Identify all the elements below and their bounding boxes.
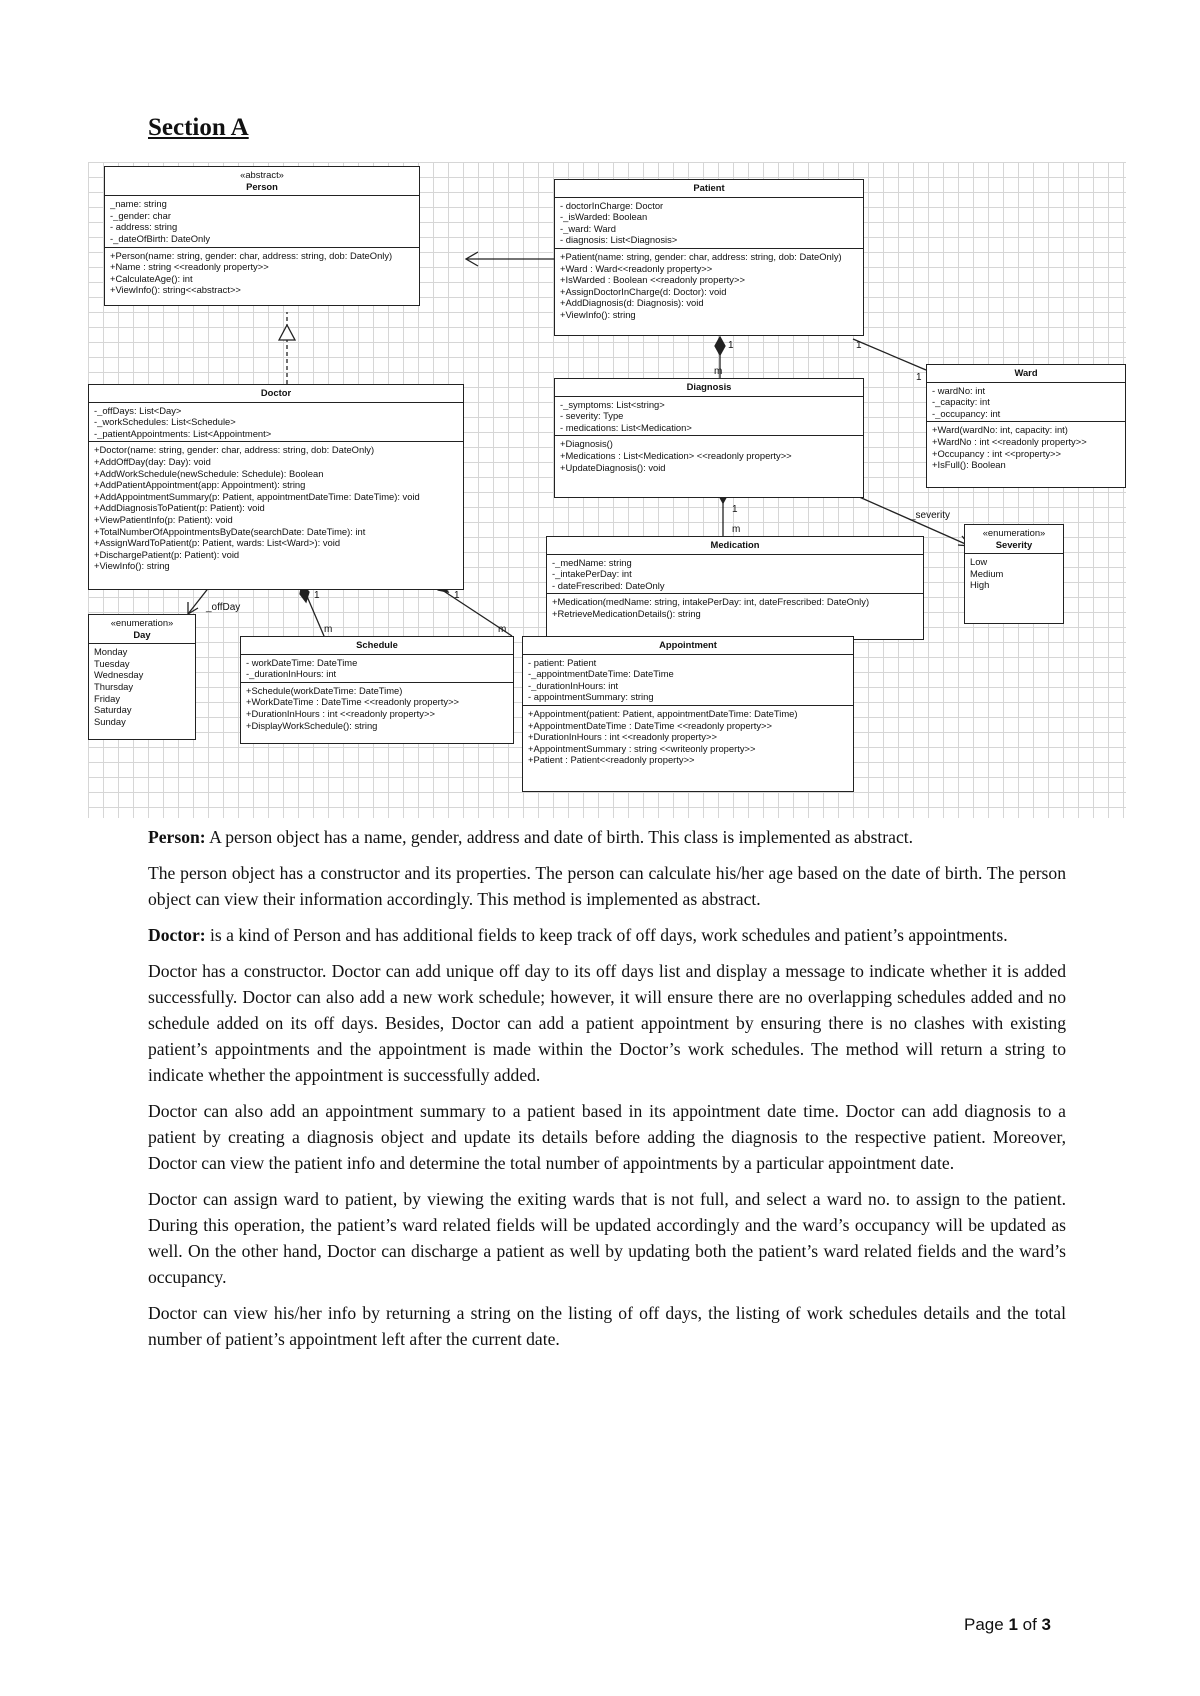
day-value: Tuesday (94, 657, 130, 669)
doctor-method: +DischargePatient(p: Patient): void (94, 548, 240, 560)
person-attributes (105, 196, 419, 247)
day-value: Thursday (94, 680, 134, 692)
doctor-method: +AddPatientAppointment(app: Appointment): string (94, 479, 306, 491)
severity-value: Medium (970, 567, 1004, 579)
person-method: +Person(name: string, gender: char, address: string, dob: DateOnly) (110, 249, 393, 261)
label-ward-patient-1: 1 (916, 372, 922, 383)
schedule-attribute: - workDateTime: DateTime (246, 656, 358, 668)
day-value: Saturday (94, 704, 132, 716)
doctor-method: +AddAppointmentSummary(p: Patient, appointmentDateTime: DateTime): void (94, 490, 420, 502)
diagnosis-method: +UpdateDiagnosis(): void (560, 461, 666, 473)
patient-class-name: Patient (693, 182, 725, 193)
doctor-attribute: -_patientAppointments: List<Appointment> (94, 427, 272, 439)
appointment-class-name: Appointment (659, 639, 717, 650)
paragraph-doctor-viewinfo: Doctor can view his/her info by returning a string on the listing of off days, the listing of work schedules details and the total number of patient’s appointment left after the current date. (148, 1303, 1066, 1349)
schedule-method: +WorkDateTime : DateTime <<readonly property>> (246, 696, 460, 708)
schedule-method: +Schedule(workDateTime: DateTime) (246, 684, 403, 696)
schedule-methods (241, 683, 513, 733)
appointment-method: +DurationInHours : int <<readonly property>> (528, 731, 717, 743)
diagnosis-method: +Diagnosis() (560, 438, 613, 450)
patient-attributes (555, 198, 863, 249)
medication-methods (547, 594, 923, 621)
appointment-attribute: - appointmentSummary: string (528, 691, 654, 703)
day-value: Wednesday (94, 669, 144, 681)
patient-attribute: - doctorInCharge: Doctor (560, 199, 664, 211)
paragraph-doctor-constructor: Doctor has a constructor. Doctor can add unique off day to its off days list and display a message to indicate whether it is added successfully. Doctor can also add a new work schedule; however, it will ensure there are no overlapping schedules added and no schedule added on its off days. Besides, Doctor can add a patient appointment by ensuring there is no clashes with existing patient’s appointments and the appointment is made within the Doctor’s work schedules. The method will return a string to indicate whether the appointment is successfully added. (148, 961, 1066, 1085)
appointment-attribute: - patient: Patient (528, 656, 597, 668)
patient-methods (555, 249, 863, 323)
diagnosis-methods (555, 436, 863, 475)
appointment-methods (523, 706, 853, 768)
patient-diagnosis-diamond (715, 337, 725, 355)
class-appointment (522, 636, 854, 792)
patient-method: +AssignDoctorInCharge(d: Doctor): void (560, 285, 727, 297)
appointment-method: +AppointmentSummary : string <<writeonly property>> (528, 742, 756, 754)
diagnosis-attributes (555, 397, 863, 437)
person-attribute: _name: string (110, 198, 167, 210)
doctor-method: +AddDiagnosisToPatient(p: Patient): void (94, 502, 265, 514)
label-diagnosis-medication-m: m (732, 524, 741, 535)
ward-method: +Occupancy : int <<property>> (932, 447, 1061, 459)
person-method: +CalculateAge(): int (110, 272, 193, 284)
ward-class-name: Ward (1014, 367, 1038, 378)
class-ward (926, 364, 1126, 488)
ward-attribute: -_capacity: int (932, 396, 990, 408)
doctor-method: +TotalNumberOfAppointmentsByDate(searchDate: DateTime): int (94, 525, 366, 537)
ward-attribute: - wardNo: int (932, 384, 986, 396)
ward-method: +IsFull(): Boolean (932, 459, 1006, 471)
schedule-attributes (241, 655, 513, 683)
diagnosis-class-name: Diagnosis (686, 381, 732, 392)
severity-values (965, 554, 1063, 593)
doctor-method: +AddWorkSchedule(newSchedule: Schedule): Boolean (94, 467, 324, 479)
section-title: Section A (148, 114, 249, 141)
patient-attribute: -_isWarded: Boolean (560, 211, 648, 223)
term-doctor: Doctor: (148, 925, 206, 945)
doctor-attribute: -_workSchedules: List<Schedule> (94, 416, 236, 428)
ward-attribute: -_occupancy: int (932, 407, 1001, 419)
uml-class-diagram (88, 162, 1126, 818)
label-diagnosis-medication-1: 1 (732, 504, 738, 515)
patient-ward-link (853, 339, 926, 370)
appointment-attributes (523, 655, 853, 706)
schedule-method: +DisplayWorkSchedule(): string (246, 719, 378, 731)
schedule-class-name: Schedule (356, 639, 398, 650)
severity-stereotype: «enumeration» (982, 527, 1046, 538)
severity-value: Low (970, 556, 988, 568)
day-value: Friday (94, 692, 121, 704)
ward-methods (927, 422, 1125, 472)
patient-method: +AddDiagnosis(d: Diagnosis): void (560, 297, 704, 309)
appointment-method: +Patient : Patient<<readonly property>> (528, 754, 695, 766)
appointment-attribute: -_appointmentDateTime: DateTime (528, 668, 674, 680)
paragraph-doctor-wards: Doctor can assign ward to patient, by viewing the exiting wards that is not full, and select a ward no. to assign to the patient. During this operation, the patient’s ward related fields will be updated accordingly and the ward’s occupancy will be updated as well. On the other hand, Doctor can discharge a patient as well by updating both the patient’s ward related fields and the ward’s occupancy. (148, 1189, 1066, 1287)
severity-value: High (970, 579, 990, 591)
enum-day (88, 614, 196, 740)
appointment-method: +AppointmentDateTime : DateTime <<readonly property>> (528, 719, 772, 731)
doctor-person-triangle (279, 325, 295, 340)
term-person: Person: (148, 827, 206, 847)
label-patient-diagnosis-m: m (714, 366, 723, 377)
doctor-method: +AddOffDay(day: Day): void (94, 455, 211, 467)
person-stereotype: «abstract» (240, 169, 284, 180)
medication-method: +RetrieveMedicationDetails(): string (552, 607, 701, 619)
patient-method: +ViewInfo(): string (560, 308, 636, 320)
label-patient-diagnosis-1: 1 (728, 340, 734, 351)
paragraph-doctor-appointments: Doctor can also add an appointment summary to a patient based in its appointment date time. Doctor can add diagnosis to a patient by creating a diagnosis object and update its details before adding the diagnosis to the respective patient. Moreover, Doctor can view the patient info and determine the total number of appointments by a particular appointment date. (148, 1101, 1066, 1173)
class-person (104, 166, 420, 306)
schedule-attribute: -_durationInHours: int (246, 668, 337, 680)
label-doctor-schedule-m: m (324, 624, 333, 635)
medication-attribute: -_medName: string (552, 556, 632, 568)
doctor-methods (89, 442, 463, 574)
label-doctor-appointment-1: 1 (454, 590, 460, 601)
person-attribute: -_gender: char (110, 209, 171, 221)
class-patient (554, 179, 864, 336)
doctor-method: +ViewInfo(): string (94, 560, 170, 572)
doctor-attributes (89, 403, 463, 443)
label-doctor-appointment-m: m (498, 624, 507, 635)
person-method: +ViewInfo(): string<<abstract>> (110, 284, 241, 296)
doctor-method: +AssignWardToPatient(p: Patient, wards: List<Ward>): void (94, 537, 341, 549)
patient-method: +Patient(name: string, gender: char, address: string, dob: DateOnly) (560, 250, 842, 262)
doctor-method: +Doctor(name: string, gender: char, address: string, dob: DateOnly) (94, 444, 375, 456)
ward-method: +WardNo : int <<readonly property>> (932, 435, 1087, 447)
medication-method: +Medication(medName: string, intakePerDay: int, dateFrescribed: DateOnly) (552, 596, 870, 608)
paragraph-person-intro: Person: A person object has a name, gender, address and date of birth. This class is implemented as abstract. (148, 827, 914, 847)
severity-enum-name: Severity (995, 538, 1033, 550)
person-methods (105, 248, 419, 298)
day-value: Monday (94, 646, 128, 658)
person-attribute: -_dateOfBirth: DateOnly (110, 232, 211, 244)
day-value: Sunday (94, 715, 126, 727)
class-schedule (240, 636, 514, 744)
enum-severity (964, 524, 1064, 624)
day-stereotype: «enumeration» (110, 617, 174, 628)
label-offday-role: _offDay (206, 602, 241, 613)
schedule-method: +DurationInHours : int <<readonly property>> (246, 707, 435, 719)
patient-method: +Ward : Ward<<readonly property>> (560, 262, 713, 274)
class-doctor (88, 384, 464, 590)
paragraph-person-details: The person object has a constructor and its properties. The person can calculate his/her age based on the date of birth. The person object can view their information accordingly. This method is implemented as abstract. (148, 863, 1066, 909)
page-number: Page 1 of 3 (964, 1615, 1051, 1634)
person-attribute: - address: string (110, 221, 178, 233)
label-patient-ward-1: 1 (856, 340, 862, 351)
appointment-attribute: -_durationInHours: int (528, 679, 619, 691)
class-diagnosis (554, 378, 864, 498)
appointment-method: +Appointment(patient: Patient, appointmentDateTime: DateTime) (528, 707, 798, 719)
person-method: +Name : string <<readonly property>> (110, 261, 269, 273)
doctor-method: +ViewPatientInfo(p: Patient): void (94, 513, 233, 525)
medication-class-name: Medication (710, 539, 760, 550)
label-severity-role: _severity (910, 510, 951, 521)
patient-method: +IsWarded : Boolean <<readonly property>> (560, 274, 745, 286)
label-doctor-schedule-1: 1 (314, 590, 320, 601)
class-medication (546, 536, 924, 640)
patient-attribute: -_ward: Ward (560, 222, 616, 234)
doctor-attribute: -_offDays: List<Day> (94, 404, 182, 416)
ward-attributes (927, 383, 1125, 423)
diagnosis-method: +Medications : List<Medication> <<readonly property>> (560, 449, 792, 461)
body-text (148, 824, 1066, 1362)
medication-attributes (547, 555, 923, 595)
day-values (89, 644, 195, 729)
medication-attribute: -_intakePerDay: int (552, 568, 632, 580)
medication-attribute: - dateFrescribed: DateOnly (552, 579, 665, 591)
paragraph-doctor-intro: Doctor: is a kind of Person and has additional fields to keep track of off days, work schedules and patient’s appointments. (148, 925, 1008, 945)
doctor-class-name: Doctor (260, 387, 292, 398)
person-class-name: Person (246, 180, 278, 192)
ward-method: +Ward(wardNo: int, capacity: int) (932, 424, 1068, 436)
diagnosis-attribute: - medications: List<Medication> (560, 421, 692, 433)
diagnosis-attribute: -_symptoms: List<string> (560, 398, 665, 410)
day-enum-name: Day (133, 628, 151, 640)
patient-attribute: - diagnosis: List<Diagnosis> (560, 234, 678, 246)
diagnosis-attribute: - severity: Type (560, 410, 624, 422)
